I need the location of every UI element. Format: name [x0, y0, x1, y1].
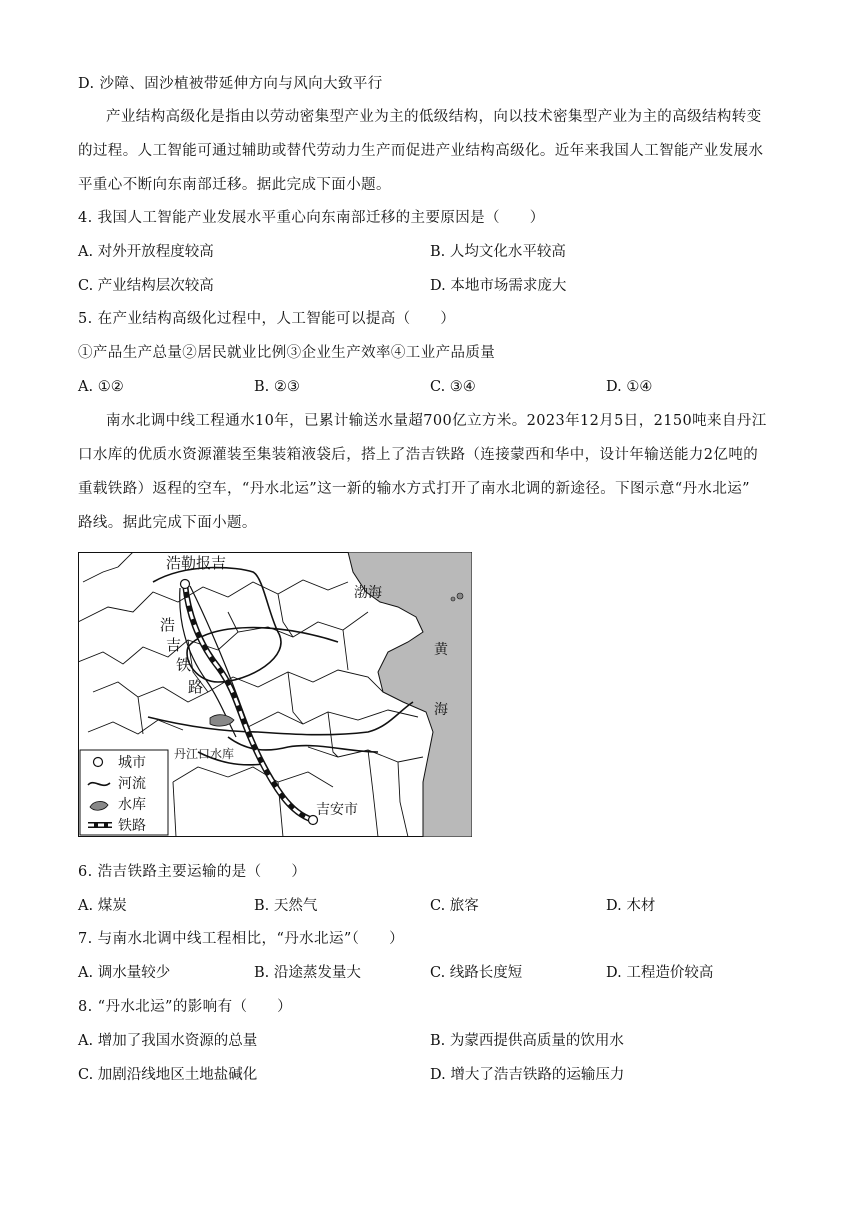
- q3-option-d: D. 沙障、固沙植被带延伸方向与风向大致平行: [78, 76, 383, 92]
- q4-stem: 4. 我国人工智能产业发展水平重心向东南部迁移的主要原因是（ ）: [78, 210, 545, 226]
- passage2-line1: 南水北调中线工程通水10年，已累计输送水量超700亿立方米。2023年12月5日，2150吨来自丹江: [106, 413, 767, 429]
- map-legend: [80, 750, 168, 835]
- railway-char-3: 铁: [176, 656, 192, 674]
- passage1-line2: 的过程。人工智能可通过辅助或替代劳动力生产而促进产业结构高级化。近年来我国人工智能产业发展水: [78, 143, 764, 159]
- q8-option-b: B. 为蒙西提供高质量的饮用水: [430, 1033, 624, 1049]
- q7-option-d: D. 工程造价较高: [606, 965, 714, 981]
- q6-stem: 6. 浩吉铁路主要运输的是（ ）: [78, 864, 307, 880]
- q8-stem: 8. “丹水北运”的影响有（ ）: [78, 999, 293, 1015]
- q8-option-c: C. 加剧沿线地区土地盐碱化: [78, 1067, 258, 1083]
- q7-option-c: C. 线路长度短: [430, 965, 523, 981]
- legend-railway-label: 铁路: [118, 818, 146, 834]
- q7-option-b: B. 沿途蒸发量大: [254, 965, 361, 981]
- legend-city-icon: [94, 758, 103, 767]
- passage1-line1: 产业结构高级化是指由以劳动密集型产业为主的低级结构，向以技术密集型产业为主的高级结构转变: [106, 109, 762, 125]
- legend-city-label: 城市: [118, 755, 146, 771]
- q5-stem: 5. 在产业结构高级化过程中，人工智能可以提高（ ）: [78, 311, 456, 327]
- city-top-label: 浩勒报吉: [166, 554, 227, 572]
- q4-option-c: C. 产业结构层次较高: [78, 278, 214, 294]
- q5-option-a: A. ①②: [78, 379, 124, 395]
- passage2-line2: 口水库的优质水资源灌装至集装箱液袋后，搭上了浩吉铁路（连接蒙西和华中，设计年输送能力2亿吨的: [78, 447, 759, 463]
- passage2-line3: 重载铁路）返程的空车，“丹水北运”这一新的输水方式打开了南水北调的新途径。下图示意“丹水北运”: [78, 481, 750, 497]
- railway-char-4: 路: [188, 678, 204, 696]
- q8-option-a: A. 增加了我国水资源的总量: [78, 1033, 258, 1049]
- passage1-line3: 平重心不断向东南部迁移。据此完成下面小题。: [78, 177, 391, 193]
- q7-option-a: A. 调水量较少: [78, 965, 171, 981]
- railway-char-2: 吉: [166, 636, 182, 654]
- q8-option-d: D. 增大了浩吉铁路的运输压力: [430, 1067, 625, 1083]
- sea-huang-label: 黄: [434, 642, 448, 658]
- q4-option-b: B. 人均文化水平较高: [430, 244, 566, 260]
- city-bottom-label: 吉安市: [316, 802, 358, 818]
- q7-stem: 7. 与南水北调中线工程相比，“丹水北运”（ ）: [78, 931, 405, 947]
- q5-items: ①产品生产总量②居民就业比例③企业生产效率④工业产品质量: [78, 345, 496, 361]
- q6-option-a: A. 煤炭: [78, 898, 127, 914]
- q6-option-c: C. 旅客: [430, 898, 479, 914]
- q5-option-b: B. ②③: [254, 379, 300, 395]
- q4-option-d: D. 本地市场需求庞大: [430, 278, 567, 294]
- legend-river-label: 河流: [118, 776, 146, 792]
- sea-bohai-label: 渤海: [354, 585, 382, 601]
- railway-char-1: 浩: [160, 616, 176, 634]
- sea-hai-label: 海: [434, 702, 448, 718]
- city-marker-top: [181, 580, 190, 589]
- q6-option-d: D. 木材: [606, 898, 656, 914]
- q6-option-b: B. 天然气: [254, 898, 318, 914]
- legend-reservoir-label: 水库: [118, 797, 146, 813]
- route-map: [78, 552, 472, 837]
- q5-option-d: D. ①④: [606, 379, 653, 395]
- reservoir-label: 丹江口水库: [174, 747, 235, 761]
- q5-option-c: C. ③④: [430, 379, 476, 395]
- passage2-line4: 路线。据此完成下面小题。: [78, 515, 257, 531]
- q4-option-a: A. 对外开放程度较高: [78, 244, 214, 260]
